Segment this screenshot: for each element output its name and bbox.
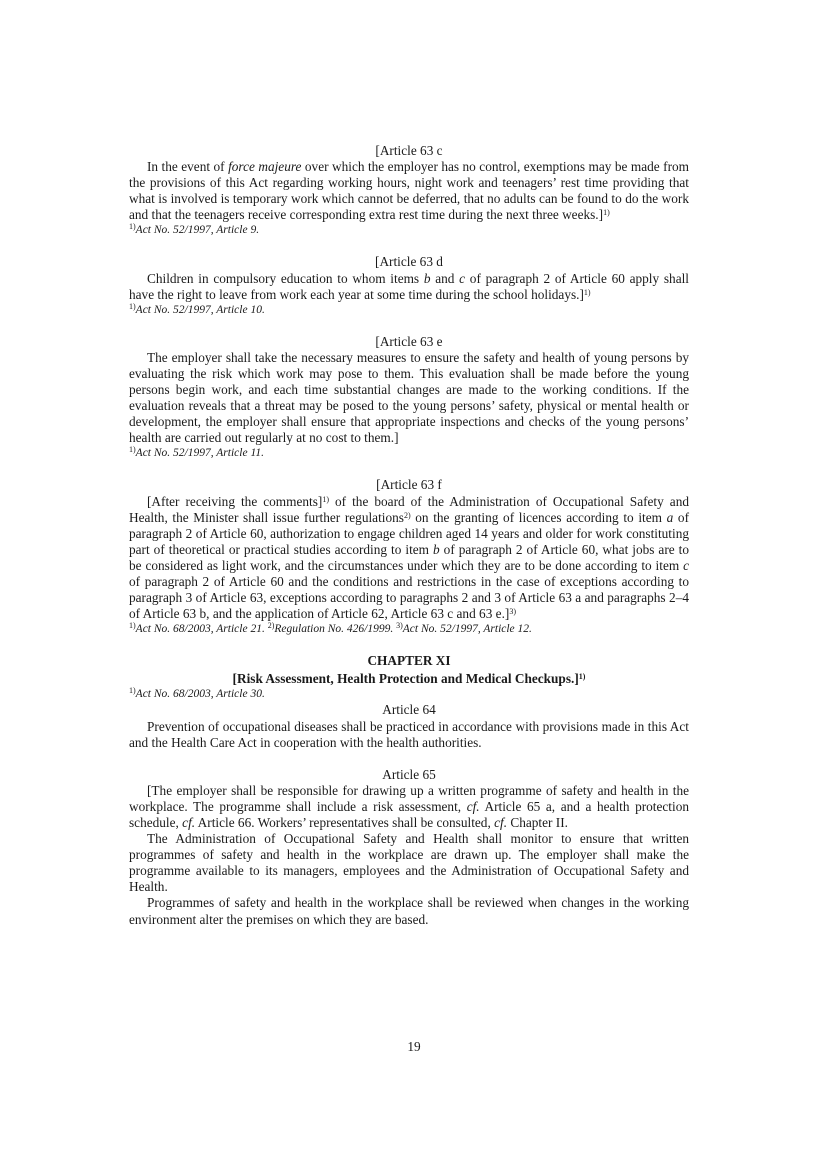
footnote-ref: 1) bbox=[578, 672, 586, 682]
article-list bbox=[129, 143, 689, 637]
footnote-ref: 1) bbox=[129, 301, 136, 311]
footnote-ref: 1) bbox=[603, 208, 610, 218]
article-footnote: $^{1)}$Act No. 52/1997, Article 10. bbox=[129, 301, 265, 316]
paragraph: The employer shall take the necessary measures to ensure the safety and health of young persons by evaluating the risk which work may pose to them. This evaluation shall be made before the young persons begin work, and each time substantial changes are made to the working conditions. If the evaluation reveals that a threat may be posed to the young persons’ safety, physical or mental health or development, the employer shall ensure that appropriate inspections and checks of the young persons’ health are carried out regularly at no cost to them.] bbox=[129, 349, 689, 446]
article-footnote: $^{1)}$Act No. 52/1997, Article 11. bbox=[129, 445, 264, 460]
paragraph: [After receiving the comments]$^{1)}$ of the board of the Administration of Occupational Safety and Health, the Minister shall issue further regulations$^{2)}$ on the granting of licences according to item a of paragraph 2 of Article 60, authorization to engage children aged 14 years and older for work constituting part of theoretical or practical studies according to item b of paragraph 2 of Article 60, what jobs are to be considered as light work, and the circumstances under which they are to be done according to item c of paragraph 2 of Article 60 and the conditions and restrictions in the case of exceptions according to paragraph 3 of Article 63, exceptions according to paragraphs 2 and 3 of Article 63 a and paragraphs 2–4 of Article 63 b, and the application of Article 62, Article 63 c and 63 e.]$^{3)}$ bbox=[129, 493, 689, 622]
italic-term: b bbox=[433, 541, 440, 557]
italic-term: force majeure bbox=[228, 159, 302, 175]
article-heading: [Article 63 e bbox=[375, 333, 443, 349]
article-65 bbox=[129, 767, 689, 928]
chapter-footnote: $^{1)}$Act No. 68/2003, Article 30. bbox=[129, 686, 265, 701]
article-heading: [Article 63 c bbox=[375, 143, 443, 158]
paragraph: In the event of force majeure over which the employer has no control, exemptions may be made from the provisions of this Act regarding working hours, night work and teenagers’ rest time providing that what is involved is temporary work which cannot be deferred, that no adults can be found to do the work and that the teenagers receive corresponding extra rest time during the next three weeks.]$^{1)}$ bbox=[129, 159, 689, 223]
footnote-ref: 2) bbox=[403, 510, 411, 520]
article-heading: Article 64 bbox=[382, 702, 436, 718]
paragraph: The Administration of Occupational Safety and Health shall monitor to ensure that written programmes of safety and health in the workplace are drawn up. The employer shall make the programme available to its managers, employees and the Administration of Occupational Safety and Health. bbox=[129, 831, 689, 895]
article-body bbox=[129, 783, 689, 928]
footnote-ref: 1) bbox=[129, 686, 136, 696]
chapter-block bbox=[129, 653, 689, 702]
article-heading: [Article 63 f bbox=[376, 477, 442, 493]
page-number: 19 bbox=[407, 1039, 421, 1054]
footnote-ref: 3) bbox=[509, 607, 516, 617]
article-heading: [Article 63 d bbox=[375, 254, 443, 270]
article-block bbox=[129, 254, 689, 317]
paragraph: Children in compulsory education to whom items b and c of paragraph 2 of Article 60 apply shall have the right to leave from work each year at some time during the school holidays.]$^{1)}$ bbox=[129, 270, 689, 302]
paragraph: [The employer shall be responsible for drawing up a written programme of safety and health in the workplace. The programme shall include a risk assessment, cf. Article 65 a, and a health protection schedule, cf. Article 66. Workers’ representatives shall be consulted, cf. Chapter II. bbox=[129, 782, 689, 830]
footnote-ref: 1) bbox=[129, 222, 136, 232]
chapter-number: CHAPTER XI bbox=[367, 653, 451, 669]
article-heading: Article 65 bbox=[382, 766, 436, 782]
footnote-ref: 2) bbox=[267, 621, 275, 631]
italic-term: c bbox=[683, 557, 689, 573]
article-block bbox=[129, 334, 689, 462]
italic-term: c bbox=[459, 270, 466, 286]
footnote-ref: 1) bbox=[129, 445, 136, 455]
article-block bbox=[129, 477, 689, 637]
footnote-ref: 1) bbox=[322, 494, 329, 504]
italic-term: cf. bbox=[466, 798, 480, 814]
article-body bbox=[129, 719, 689, 751]
article-64 bbox=[129, 702, 689, 750]
italic-term: cf. bbox=[182, 815, 196, 830]
paragraph: Programmes of safety and health in the workplace shall be reviewed when changes in the working environment alter the premises on which they are based. bbox=[129, 895, 689, 927]
footnote-ref: 3) bbox=[396, 621, 403, 631]
document-page bbox=[129, 143, 689, 944]
chapter-title: [Risk Assessment, Health Protection and Medical Checkups.]$^{1)}$ bbox=[232, 671, 586, 687]
footnote-ref: 1) bbox=[583, 287, 591, 297]
footnote-ref: 1) bbox=[129, 621, 136, 631]
article-footnote: $^{1)}$Act No. 52/1997, Article 9. bbox=[129, 222, 260, 237]
article-footnote: $^{1)}$Act No. 68/2003, Article 21. $^{2)}$Regulation No. 426/1999. $^{3)}$Act No. 52/1997, Article 12. bbox=[129, 621, 532, 636]
italic-term: b bbox=[423, 270, 431, 286]
italic-term: cf. bbox=[494, 815, 508, 830]
paragraph: Prevention of occupational diseases shall be practiced in accordance with provisions made in this Act and the Health Care Act in cooperation with the health authorities. bbox=[129, 718, 689, 750]
italic-term: a bbox=[666, 509, 674, 525]
article-block bbox=[129, 143, 689, 238]
